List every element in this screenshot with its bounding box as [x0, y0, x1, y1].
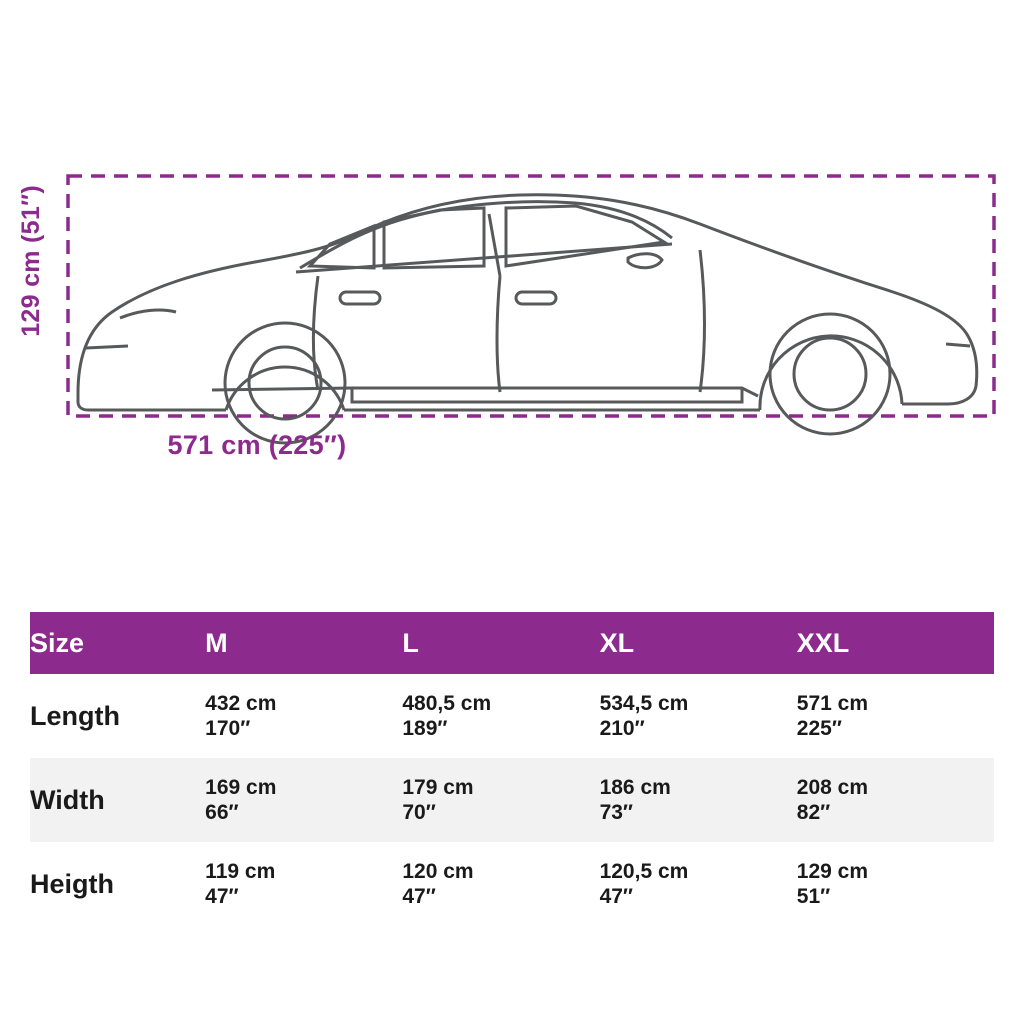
b-pillar	[489, 214, 500, 276]
car-front-lower	[78, 393, 226, 410]
value-cm: 129 cm	[796, 860, 869, 883]
front-wheel-inner	[794, 338, 866, 410]
value-cm: 169 cm	[205, 776, 277, 799]
front-wheel-outer	[770, 314, 890, 434]
front-wheel-arch	[760, 336, 902, 410]
rear-trunk-line	[120, 310, 176, 318]
side-skirt	[352, 388, 742, 402]
value-cm: 120,5 cm	[599, 860, 689, 883]
cell-length-xl	[600, 674, 797, 758]
value-cm: 179 cm	[402, 776, 474, 799]
value-inch: 210″	[599, 717, 645, 740]
value-inch: 66″	[205, 801, 239, 824]
cell-height-m	[205, 842, 402, 926]
rocker-panel-line	[212, 388, 758, 396]
header-xl: XL	[600, 612, 797, 674]
rear-door-handle	[340, 292, 380, 304]
cell-height-xl	[600, 842, 797, 926]
value-cm: 120 cm	[402, 860, 474, 883]
table-row	[30, 674, 994, 758]
value-cm: 119 cm	[205, 860, 276, 883]
header-m: M	[205, 612, 402, 674]
cell-width-xl	[600, 758, 797, 842]
cell-width-m	[205, 758, 402, 842]
value-inch: 70″	[402, 801, 436, 824]
height-dimension-label: 129 cm (51″)	[17, 185, 45, 337]
value-inch: 189″	[402, 717, 448, 740]
value-cm: 432 cm	[205, 692, 277, 715]
value-cm: 208 cm	[796, 776, 869, 799]
cell-length-xxl	[797, 674, 994, 758]
cell-height-xxl	[797, 842, 994, 926]
cell-width-l	[402, 758, 599, 842]
length-dimension-text: 571 cm (225″)	[167, 430, 347, 460]
head-light	[946, 344, 970, 346]
row-label-width: Width	[30, 758, 205, 842]
bounding-box-dashed	[68, 176, 994, 416]
value-inch: 73″	[599, 801, 633, 824]
value-cm: 571 cm	[796, 692, 869, 715]
length-dimension-label	[0, 430, 1024, 461]
front-door-edge	[497, 276, 500, 392]
value-cm: 480,5 cm	[402, 692, 492, 715]
value-inch: 82″	[796, 801, 831, 824]
value-inch: 47″	[402, 885, 436, 908]
value-inch: 47″	[599, 885, 633, 908]
rear-wheel-inner	[249, 347, 321, 419]
table-header-row	[30, 612, 994, 674]
table-row	[30, 842, 994, 926]
row-label-length: Length	[30, 674, 205, 758]
value-inch: 51″	[796, 885, 831, 908]
header-xxl: XXL	[797, 612, 994, 674]
front-fender-line	[700, 250, 705, 392]
cell-width-xxl	[797, 758, 994, 842]
table-row	[30, 758, 994, 842]
cell-height-l	[402, 842, 599, 926]
front-door-window	[506, 206, 664, 266]
value-cm: 534,5 cm	[599, 692, 689, 715]
size-table	[30, 612, 994, 926]
front-door-handle	[516, 292, 556, 304]
value-inch: 225″	[796, 717, 842, 740]
cell-length-l	[402, 674, 599, 758]
header-l: L	[402, 612, 599, 674]
cell-length-m	[205, 674, 402, 758]
value-cm: 186 cm	[599, 776, 671, 799]
size-table-body	[30, 674, 994, 926]
size-table-header	[30, 612, 994, 674]
tail-light	[86, 346, 128, 348]
side-mirror	[628, 254, 662, 268]
header-size: Size	[30, 612, 205, 674]
value-inch: 170″	[205, 717, 251, 740]
row-label-height: Heigth	[30, 842, 205, 926]
value-inch: 47″	[205, 885, 239, 908]
car-upper-outline	[78, 195, 977, 404]
